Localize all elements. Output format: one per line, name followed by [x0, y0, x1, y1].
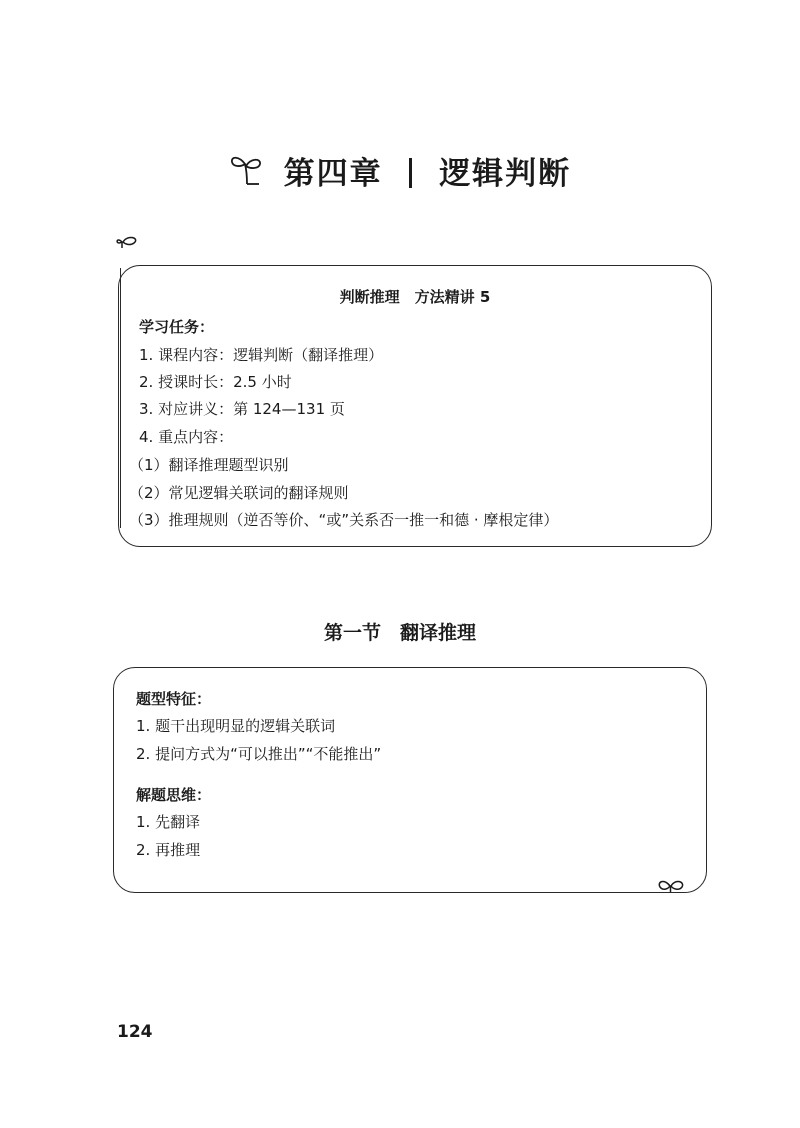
sprout-icon — [656, 876, 686, 898]
task-subitem: （1）翻译推理题型识别 — [129, 456, 289, 474]
task-item: 2. 授课时长：2.5 小时 — [139, 373, 292, 391]
chapter-title — [0, 148, 800, 194]
title-separator — [409, 158, 412, 188]
task-item: 1. 课程内容：逻辑判断（翻译推理） — [139, 346, 384, 364]
feature-item: 2. 提问方式为“可以推出”“不能推出” — [136, 745, 382, 763]
sprout-icon — [229, 152, 265, 194]
thinking-item: 2. 再推理 — [136, 841, 201, 859]
learning-task-box — [118, 265, 712, 547]
task-item: 4. 重点内容： — [139, 428, 234, 446]
task-subitem: （2）常见逻辑关联词的翻译规则 — [129, 484, 349, 502]
thinking-item: 1. 先翻译 — [136, 813, 201, 831]
task-label: 学习任务： — [139, 318, 215, 336]
chapter-number: 第四章 — [283, 156, 383, 192]
sprout-icon — [116, 232, 144, 256]
task-subitem: （3）推理规则（逆否等价、“或”关系否一推一和德 · 摩根定律） — [129, 511, 559, 529]
page-number: 124 — [117, 1022, 153, 1042]
feature-box — [113, 667, 707, 893]
chapter-name: 逻辑判断 — [439, 156, 572, 192]
task-item: 3. 对应讲义：第 124—131 页 — [139, 400, 345, 418]
box-heading: 判断推理 方法精讲 5 — [339, 288, 491, 306]
feature-label: 题型特征： — [136, 690, 212, 708]
section-title: 第一节 翻译推理 — [323, 622, 476, 644]
thinking-label: 解题思维： — [136, 786, 212, 804]
feature-item: 1. 题干出现明显的逻辑关联词 — [136, 717, 336, 735]
